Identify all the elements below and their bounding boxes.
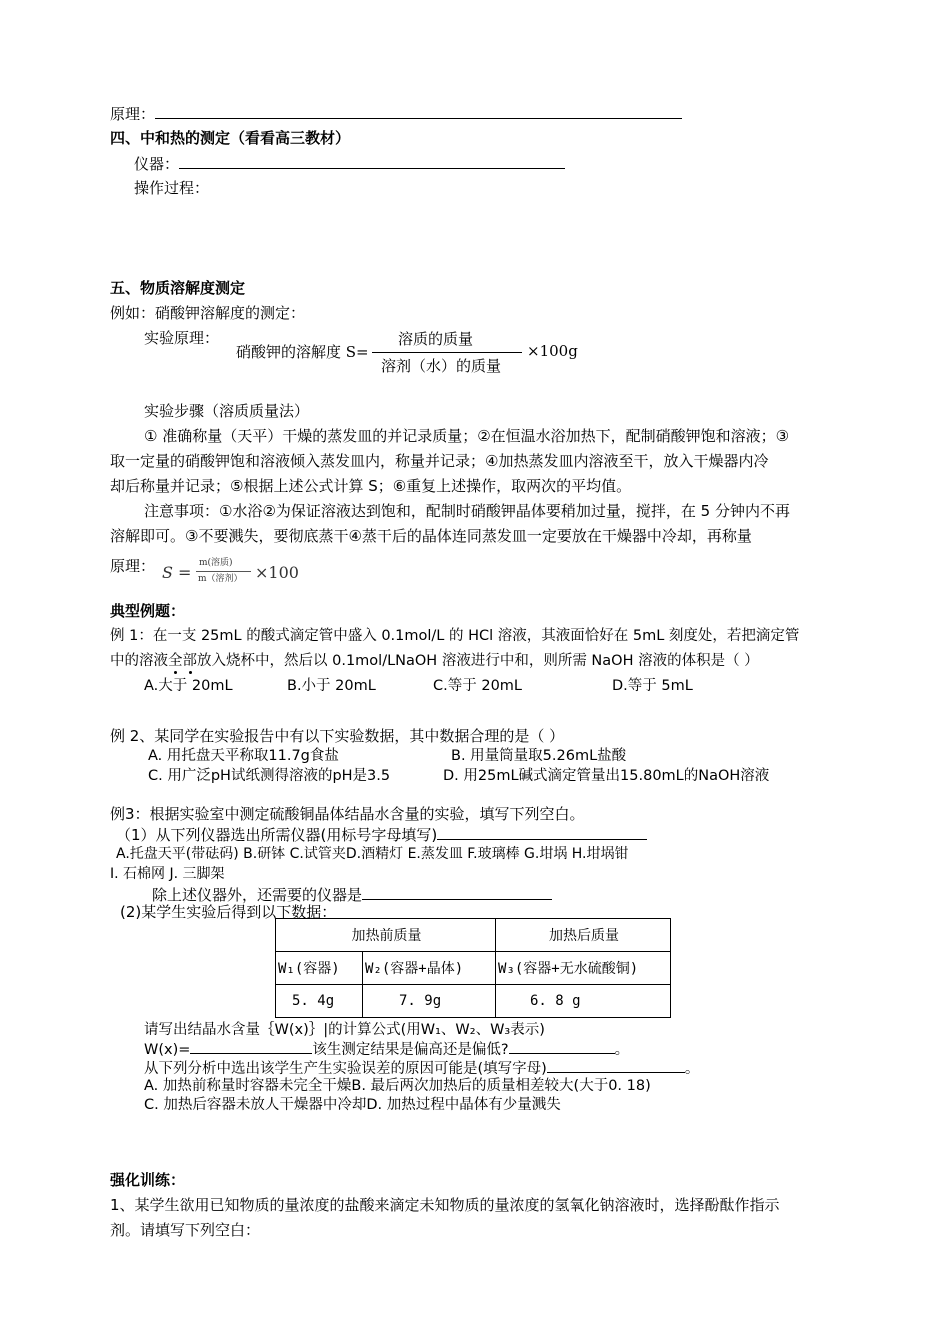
- principle-label: 原理：: [110, 105, 156, 123]
- table-row: [276, 952, 671, 985]
- section5-heading: 五、物质溶解度测定: [110, 279, 246, 297]
- principle2-numerator: m(溶质): [199, 558, 233, 568]
- example-intro: 例如：硝酸钾溶解度的测定：: [110, 304, 306, 322]
- header-after: 加热后质量: [496, 919, 671, 952]
- principle2-denominator: m（溶剂）: [198, 574, 243, 584]
- principle-label-2: 实验原理：: [144, 329, 220, 347]
- ex3-instruments-2: I. 石棉网 J. 三脚架: [110, 866, 225, 882]
- training-heading: 强化训练：: [110, 1171, 186, 1189]
- principle-blank[interactable]: [155, 103, 682, 119]
- principle-label-3: 原理：: [110, 557, 156, 575]
- ex2-option-b: B. 用量筒量取5.26mL盐酸: [451, 748, 627, 764]
- ex3-wx-blank[interactable]: [190, 1038, 312, 1054]
- instrument-label: 仪器：: [134, 155, 180, 173]
- cell-v2: 7. 9g: [363, 985, 496, 1018]
- training-q1-line-1: 1、某学生欲用已知物质的量浓度的盐酸来滴定未知物质的量浓度的氢氧化钠溶液时，选择酚酞作指示: [110, 1196, 780, 1214]
- ex3-reason-question: 从下列分析中选出该学生产生实验误差的原因可能是(填写字母): [144, 1061, 547, 1077]
- cell-v1: 5. 4g: [276, 985, 363, 1018]
- ex3-result-blank[interactable]: [509, 1038, 615, 1054]
- ex1-line2-post: 放入烧杯中，然后以 0.1mol/LNaOH 溶液进行中和，则所需 NaOH 溶液的体积是（ ）: [197, 653, 759, 669]
- emphasis-dot: [189, 671, 192, 674]
- ex3-instruments: A.托盘天平(带砝码) B.研钵 C.试管夹D.酒精灯 E.蒸发皿 F.玻璃棒 G.坩埚 H.坩埚钳: [116, 846, 629, 862]
- examples-heading: 典型例题：: [110, 602, 186, 620]
- emphasis-dot: [174, 671, 177, 674]
- cell-v3: 6. 8 g: [496, 985, 671, 1018]
- ex2-question: 例 2、某同学在实验报告中有以下实验数据，其中数据合理的是（ ）: [110, 727, 565, 745]
- instrument-line: [134, 153, 565, 174]
- cell-w1: W₁(容器): [276, 952, 363, 985]
- steps-line-1: ① 准确称量（天平）干燥的蒸发皿的并记录质量；②在恒温水浴加热下，配制硝酸钾饱和溶液；③: [144, 427, 790, 445]
- ex2-option-a: A. 用托盘天平称取11.7g食盐: [148, 748, 339, 764]
- procedure-label: 操作过程：: [134, 179, 210, 197]
- formula-denominator: 溶剂（水）的质量: [381, 357, 502, 375]
- ex3-question: 例3：根据实验室中测定硫酸铜晶体结晶水含量的实验，填写下列空白。: [110, 805, 585, 823]
- ex3-reason-cd: C. 加热后容器未放人干燥器中冷却D. 加热过程中晶体有少量溅失: [144, 1097, 561, 1113]
- ex3-wx: W(x)=: [144, 1042, 191, 1058]
- formula-suffix: ×100g: [527, 342, 578, 360]
- ex3-result-question: 该生测定结果是偏高还是偏低?: [312, 1042, 509, 1058]
- steps-title: 实验步骤（溶质质量法）: [144, 402, 310, 420]
- notes-line-1: 注意事项：①水浴②为保证溶液达到饱和，配制时硝酸钾晶体要稍加过量，搅拌，在 5 分钟内不再: [144, 502, 790, 520]
- ex3-q1-line: [116, 824, 647, 845]
- ex1-option-d: D.等于 5mL: [612, 678, 693, 694]
- ex1-emphasis: [168, 653, 197, 669]
- ex3-other: 除上述仪器外，还需要的仪器是: [152, 886, 363, 904]
- ex3-reason-end: 。: [684, 1061, 700, 1077]
- ex1-option-b: B.小于 20mL: [287, 678, 376, 694]
- steps-line-2: 取一定量的硝酸钾饱和溶液倾入蒸发皿内，称量并记录；④加热蒸发皿内溶液至干，放入干燥器内冷: [110, 452, 769, 470]
- formula-prefix: 硝酸钾的溶解度 S=: [236, 343, 369, 361]
- table-row: [276, 985, 671, 1018]
- ex3-q2: (2)某学生实验后得到以下数据：: [120, 903, 337, 921]
- header-before: 加热前质量: [276, 919, 496, 952]
- ex1-emphasis-text: 全部: [168, 653, 197, 669]
- ex3-formula-question: 请写出结晶水含量｛W(x)｝|的计算公式(用W₁、W₂、W₃表示): [144, 1022, 545, 1038]
- principle2-fraction-bar: [196, 571, 251, 572]
- ex3-reason-ab: A. 加热前称量时容器未完全干燥B. 最后两次加热后的质量相差较大(大于0. 18): [144, 1078, 651, 1094]
- training-q1-line-2: 剂。请填写下列空白：: [110, 1221, 261, 1239]
- formula-numerator: 溶质的质量: [398, 330, 474, 348]
- instrument-blank[interactable]: [179, 153, 565, 169]
- ex1-option-a: A.大于 20mL: [144, 678, 233, 694]
- formula-fraction-bar: [372, 352, 522, 353]
- ex1-line-2: [110, 651, 759, 671]
- ex2-option-d: D. 用25mL碱式滴定管量出15.80mL的NaOH溶液: [443, 768, 770, 784]
- ex3-q1-blank[interactable]: [437, 824, 647, 840]
- ex3-reason-blank[interactable]: [547, 1057, 685, 1073]
- notes-line-2: 溶解即可。③不要溅失，要彻底蒸干④蒸干后的晶体连同蒸发皿一定要放在干燥器中冷却，再称量: [110, 527, 752, 545]
- table-header-row: [276, 919, 671, 952]
- ex1-line2-pre: 中的溶液: [110, 653, 168, 669]
- principle-line: [110, 103, 682, 124]
- principle2-S: S =: [162, 563, 192, 582]
- cell-w3: W₃(容器+无水硫酸铜): [496, 952, 671, 985]
- cell-w2: W₂(容器+晶体): [363, 952, 496, 985]
- steps-line-3: 却后称量并记录；⑤根据上述公式计算 S；⑥重复上述操作，取两次的平均值。: [110, 477, 632, 495]
- section4-heading: 四、中和热的测定（看看高三教材）: [110, 129, 351, 147]
- principle2-suffix: ×100: [255, 563, 299, 582]
- ex1-line-1: 例 1：在一支 25mL 的酸式滴定管中盛入 0.1mol/L 的 HCl 溶液，其液面恰好在 5mL 刻度处，若把滴定管: [110, 628, 800, 644]
- ex3-result-end: 。: [614, 1042, 630, 1058]
- data-table: [275, 918, 671, 1018]
- ex3-other-blank[interactable]: [362, 884, 552, 900]
- ex3-q1: （1）从下列仪器选出所需仪器(用标号字母填写): [116, 826, 438, 844]
- ex2-option-c: C. 用广泛pH试纸测得溶液的pH是3.5: [148, 768, 391, 784]
- ex1-option-c: C.等于 20mL: [433, 678, 522, 694]
